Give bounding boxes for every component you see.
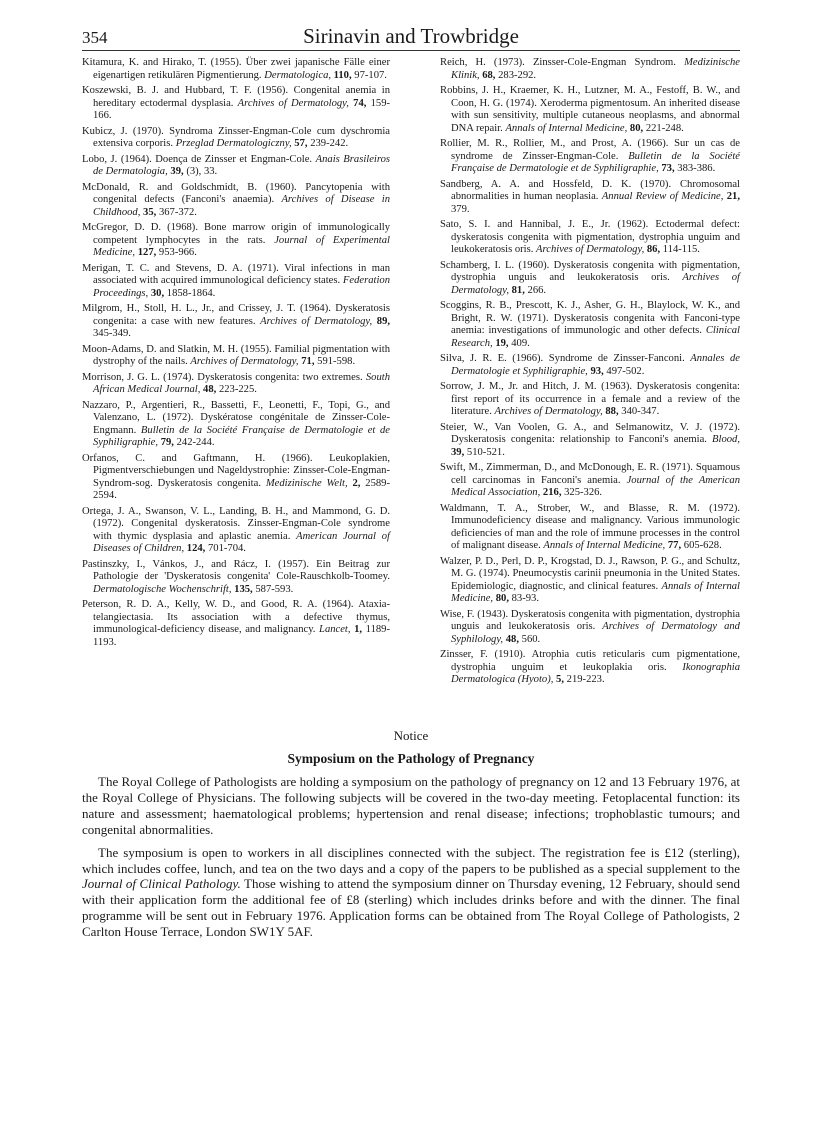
reference-volume: 74, — [353, 97, 367, 109]
reference-text: Sorrow, J. M., Jr. and Hitch, J. M. (1963). Dyskeratosis congenita: first report of its occurrence in a female and a review of the literature. — [440, 381, 740, 417]
reference-entry — [440, 57, 740, 82]
reference-entry — [82, 453, 390, 503]
reference-text: Milgrom, H., Stoll, H. L., Jr., and Crissey, J. T. (1964). Dyskeratosis congenita: a case with new features. — [82, 303, 390, 327]
references-right-column — [440, 57, 740, 690]
reference-entry — [82, 506, 390, 556]
reference-text: Rollier, M. R., Rollier, M., and Prost, A. (1966). Sur un cas de syndrome de Zinsser-Engman-Cole. — [440, 138, 740, 162]
notice-paragraph — [82, 845, 740, 940]
notice-section — [82, 727, 740, 947]
reference-pages: 223-225. — [218, 384, 257, 395]
reference-text: Wise, F. (1943). Dyskeratosis congenita with pigmentation, dystrophia unguis and leukokeratosis oris. — [440, 608, 740, 632]
reference-volume: 39, — [451, 446, 465, 458]
reference-text: Merigan, T. C. and Stevens, D. A. (1971). Viral infections in man associated with acquired immunological deficiency states. — [82, 262, 390, 286]
reference-pages: 242-244. — [176, 437, 215, 448]
page-header — [82, 20, 740, 50]
reference-journal: Lancet, — [319, 624, 351, 635]
reference-volume: 30, — [150, 287, 165, 299]
reference-pages: 587-593. — [255, 583, 294, 595]
reference-volume: 88, — [605, 406, 619, 417]
reference-entry — [82, 222, 390, 260]
reference-journal: Bulletin de la Société Française de Dermatologie et de Syphiligraphie, — [93, 424, 391, 448]
reference-journal: Archives of Dermatology and Syphilology, — [451, 621, 740, 645]
reference-journal: Blood, — [712, 434, 740, 445]
notice-heading: Notice — [393, 728, 429, 743]
reference-journal: Archives of Dermatology, — [237, 97, 349, 109]
reference-text: Nazzaro, P., Argentieri, R., Bassetti, F., Leonetti, F., Topi, G., and Valenzano, L. (1972). Dyskératose congénitale de Zinsser-Cole-Engmann. — [82, 399, 390, 436]
reference-journal: Clinical Research, — [451, 325, 740, 349]
reference-pages: 239-242. — [310, 138, 349, 149]
reference-entry — [440, 138, 740, 176]
reference-pages: 591-598. — [317, 356, 356, 367]
reference-volume: 48, — [203, 384, 217, 395]
reference-pages: 159-166. — [93, 97, 391, 121]
reference-journal: Bulletin de la Société Française de Dermatologie et de Syphiligraphie, — [451, 150, 740, 174]
reference-pages: 1189-1193. — [93, 624, 390, 648]
reference-entry — [82, 182, 390, 220]
reference-journal: Annales de Dermatologie et Syphiligraphie, — [451, 353, 740, 377]
reference-journal: Federation Proceedings, — [93, 275, 390, 299]
reference-text: Peterson, R. D. A., Kelly, W. D., and Good, R. A. (1964). Ataxia-telangiectasia. Its association with a defective thymus, immunological-deficiency disease, and malignancy. — [82, 599, 390, 635]
reference-entry — [440, 462, 740, 500]
reference-text: Zinsser, F. (1910). Atrophia cutis reticularis cum pigmentatione, dystrophia unguim et leukoplakia oris. — [440, 649, 740, 673]
reference-entry — [440, 300, 740, 350]
journal-title: Journal of Clinical Pathology. — [82, 876, 241, 892]
reference-journal: Medizinische Welt, — [265, 477, 348, 489]
reference-pages: 1858-1864. — [166, 287, 216, 299]
reference-volume: 71, — [301, 356, 315, 367]
notice-text: Those wishing to attend the symposium dinner on Thursday evening, 12 February, should send with their application form the additional fee of £8 (sterling) which includes drinks before and with the dinner. The final programme will be sent out in February 1976. Application forms can be obtained from The Royal College of Pathologists, 2 Carlton House Terrace, London SW1Y 5AF. — [82, 876, 740, 940]
reference-pages: 221-248. — [645, 122, 684, 134]
reference-journal: Archives of Dermatology, — [494, 406, 603, 417]
reference-pages: 97-107. — [354, 69, 387, 81]
reference-text: Kubicz, J. (1970). Syndroma Zinsser-Engman-Cole cum dyschromia extensiva corporis. — [82, 125, 390, 149]
page-number: 354 — [82, 28, 108, 47]
reference-volume: 127, — [137, 247, 157, 258]
reference-entry — [440, 260, 740, 298]
reference-journal: Journal of the American Medical Association, — [451, 474, 740, 498]
notice-paragraph: The Royal College of Pathologists are holding a symposium on the pathology of pregnancy on 12 and 13 February 1976, at the Royal College of Physicians. The following subjects will be covered in the two-day meeting. Fetoplacental function: its nature and assessment; haematological problems; hypertension and renal disease; infections; trophoblastic tumours; and congenital abnormalities. — [82, 774, 740, 837]
reference-pages: 83-93. — [511, 593, 539, 604]
reference-volume: 81, — [511, 284, 525, 296]
reference-volume: 68, — [482, 69, 496, 81]
reference-journal: Archives of Dermatology, — [536, 244, 645, 255]
reference-journal: Archives of Dermatology, — [260, 315, 373, 327]
reference-text: Moon-Adams, D. and Slatkin, M. H. (1955). Familial pigmentation with dystrophy of the nails. — [82, 343, 390, 367]
reference-text: Silva, J. R. E. (1966). Syndrome de Zinsser-Fanconi. — [440, 353, 685, 364]
reference-journal: Przeglad Dermatologiczny, — [175, 138, 292, 149]
reference-text: Sato, S. I. and Hannibal, J. E., Jr. (1962). Ectodermal defect: dyskeratosis congenita with pigmentation, dystrophia unguim and leukokeratosis oris. — [440, 219, 740, 255]
reference-text: Walzer, P. D., Perl, D. P., Krogstad, D. J., Rawson, P. G., and Schultz, M. G. (1974). Pneumocystis carinii pneumonia in the United States. Epidemiologic, diagnostic, and clinical features. — [440, 555, 740, 592]
reference-entry — [440, 219, 740, 257]
reference-volume: 110, — [333, 69, 352, 81]
reference-journal: Dermatologica, — [264, 69, 332, 81]
reference-entry — [82, 154, 390, 179]
reference-entry — [440, 353, 740, 378]
reference-volume: 48, — [505, 633, 519, 645]
reference-pages: 510-521. — [466, 446, 505, 458]
reference-entry — [440, 609, 740, 647]
reference-entry — [82, 263, 390, 301]
reference-entry — [440, 85, 740, 135]
running-title: Sirinavin and Trowbridge — [303, 24, 519, 48]
reference-volume: 2, — [352, 477, 361, 489]
reference-journal: Archives of Dermatology, — [190, 356, 299, 367]
header-rule — [82, 50, 740, 51]
reference-text: Swift, M., Zimmerman, D., and McDonough, E. R. (1971). Squamous cell carcinomas in Fanconi's anemia. — [440, 462, 740, 486]
reference-text: Pastinszky, I., Vánkos, J., and Rácz, I. (1957). Ein Beitrag zur Pathologie der 'Dyskeratosis congenita' Cole-Rauschkolb-Toomey. — [82, 558, 390, 582]
reference-pages: 605-628. — [683, 540, 722, 551]
reference-volume: 73, — [661, 163, 675, 174]
reference-entry — [440, 381, 740, 419]
reference-entry — [82, 303, 390, 341]
reference-pages: 325-326. — [564, 487, 603, 498]
reference-entry — [440, 556, 740, 606]
reference-pages: 340-347. — [621, 406, 660, 417]
reference-volume: 19, — [495, 337, 509, 349]
reference-journal: Annual Review of Medicine, — [601, 191, 724, 202]
reference-text: McGregor, D. D. (1968). Bone marrow origin of immunologically competent lymphocytes in the rats. — [82, 222, 390, 246]
reference-volume: 135, — [234, 583, 253, 595]
reference-text: Orfanos, C. and Gaftmann, H. (1966). Leukoplakien, Pigmentverschiebungen und Nageldystrophie: Zinsser-Cole-Engman-Syndrom-sog. Dyskeratosis congenita. — [82, 452, 390, 489]
reference-volume: 5, — [556, 674, 564, 685]
reference-volume: 80, — [495, 593, 509, 604]
reference-pages: 345-349. — [93, 328, 131, 339]
reference-text: Reich, H. (1973). Zinsser-Cole-Engman Syndrom. — [440, 57, 676, 68]
reference-journal: Anais Brasileiros de Dermatologia, — [93, 153, 390, 177]
reference-pages: 560. — [521, 633, 541, 645]
reference-pages: 219-223. — [566, 674, 605, 685]
reference-entry — [440, 179, 740, 217]
reference-entry — [82, 57, 390, 82]
reference-text: Koszewski, B. J. and Hubbard, T. F. (1956). Congenital anemia in hereditary ectodermal dysplasia. — [82, 85, 390, 109]
reference-volume: 93, — [590, 365, 604, 377]
notice-subheading: Symposium on the Pathology of Pregnancy — [287, 751, 535, 766]
reference-volume: 216, — [542, 487, 562, 498]
reference-text: Schamberg, I. L. (1960). Dyskeratosis congenita with pigmentation, dystrophia unguis and leukokeratosis oris. — [440, 259, 740, 283]
reference-volume: 77, — [667, 540, 682, 551]
reference-volume: 21, — [726, 191, 740, 202]
reference-journal: Annals of Internal Medicine, — [505, 122, 628, 134]
reference-journal: Archives of Dermatology, — [451, 272, 740, 296]
reference-entry — [82, 344, 390, 369]
reference-entry — [82, 400, 390, 450]
reference-pages: 2589-2594. — [93, 477, 390, 501]
reference-volume: 89, — [376, 315, 391, 327]
reference-journal: American Journal of Diseases of Children, — [93, 530, 390, 554]
reference-pages: 114-115. — [662, 244, 700, 255]
reference-journal: Dermatologische Wochenschrift, — [93, 583, 232, 595]
reference-text: Lobo, J. (1964). Doença de Zinsser et Engman-Cole. — [82, 153, 313, 165]
reference-journal: Annals of Internal Medicine, — [543, 540, 666, 551]
reference-volume: 1, — [354, 624, 363, 635]
reference-volume: 79, — [160, 437, 174, 448]
reference-text: McDonald, R. and Goldschmidt, B. (1960). Pancytopenia with congenital defects (Fanconi's anaemia). — [82, 181, 390, 205]
reference-volume: 80, — [629, 122, 644, 134]
reference-volume: 57, — [294, 138, 308, 149]
reference-pages: 953-966. — [158, 247, 197, 258]
reference-entry — [440, 503, 740, 553]
notice-text: The symposium is open to workers in all disciplines connected with the subject. The registration fee is £12 (sterling), which includes coffee, lunch, and tea on the two days and a copy of the papers to be published as a special supplement to the — [82, 844, 740, 876]
reference-journal: Medizinische Klinik, — [451, 57, 740, 81]
reference-pages: 497-502. — [606, 365, 645, 377]
reference-entry — [82, 559, 390, 597]
reference-entry — [82, 126, 390, 151]
reference-pages: 266. — [527, 284, 547, 296]
reference-journal: South African Medical Journal, — [93, 371, 390, 395]
reference-text: Kitamura, K. and Hirako, T. (1955). Über zwei japanische Fälle einer eigenartigen retikulären Pigmentierung. — [82, 57, 390, 81]
reference-journal: Archives of Disease in Childhood, — [93, 194, 390, 218]
reference-pages: 379. — [451, 203, 470, 215]
reference-pages: 283-292. — [498, 69, 537, 81]
reference-volume: 124, — [186, 543, 206, 554]
reference-pages: 701-704. — [207, 543, 246, 554]
reference-text: Waldmann, T. A., Strober, W., and Blasse, R. M. (1972). Immunodeficiency disease and malignancy. Various immunologic deficiencies of man and the role of immune processes in the control of malignant disease. — [440, 502, 740, 551]
reference-pages: 409. — [511, 337, 530, 349]
reference-pages: 367-372. — [158, 206, 197, 218]
reference-entry — [82, 85, 390, 123]
reference-journal: Ikonographia Dermatologica (Hyoto), — [451, 661, 740, 685]
reference-text: Sandberg, A. A. and Hossfeld, D. K. (1970). Chromosomal abnormalities in human neoplasia. — [440, 178, 740, 202]
reference-entry — [440, 649, 740, 687]
reference-entry — [82, 372, 390, 397]
reference-volume: 86, — [646, 244, 661, 255]
reference-pages: 383-386. — [677, 163, 716, 174]
reference-volume: 35, — [143, 206, 157, 218]
reference-journal: Journal of Experimental Medicine, — [93, 234, 390, 258]
reference-text: Ortega, J. A., Swanson, V. L., Landing, B. H., and Mammond, G. D. (1972). Congenital dyskeratosis. Zinsser-Engman-Cole syndrome with thymic dysplasia and aplastic anemia. — [82, 505, 390, 542]
reference-text: Steier, W., Van Voolen, G. A., and Selmanowitz, V. J. (1972). Dyskeratosis congenita: relationship to Fanconi's anemia. — [440, 421, 740, 445]
reference-pages: (3), 33. — [186, 166, 218, 177]
reference-text: Robbins, J. H., Kraemer, K. H., Lutzner, M. A., Festoff, B. W., and Coon, H. G. (1974). Xeroderma pigmentosum. An inherited disease with sun sensitivity, multiple cutaneous neoplasms, and abnormal DNA repair. — [440, 85, 740, 134]
reference-text: Morrison, J. G. L. (1974). Dyskeratosis congenita: two extremes. — [82, 371, 363, 383]
reference-text: Scoggins, R. B., Prescott, K. J., Asher, G. H., Blaylock, W. K., and Bright, R. W. (1971). Dyskeratosis congenita with Fanconi-type anemia: investigations of immunologic and other defects. — [440, 300, 740, 336]
reference-entry — [82, 599, 390, 649]
reference-entry — [440, 422, 740, 460]
reference-journal: Annals of Internal Medicine, — [451, 580, 740, 604]
reference-volume: 39, — [170, 166, 184, 177]
references-left-column — [82, 57, 390, 652]
